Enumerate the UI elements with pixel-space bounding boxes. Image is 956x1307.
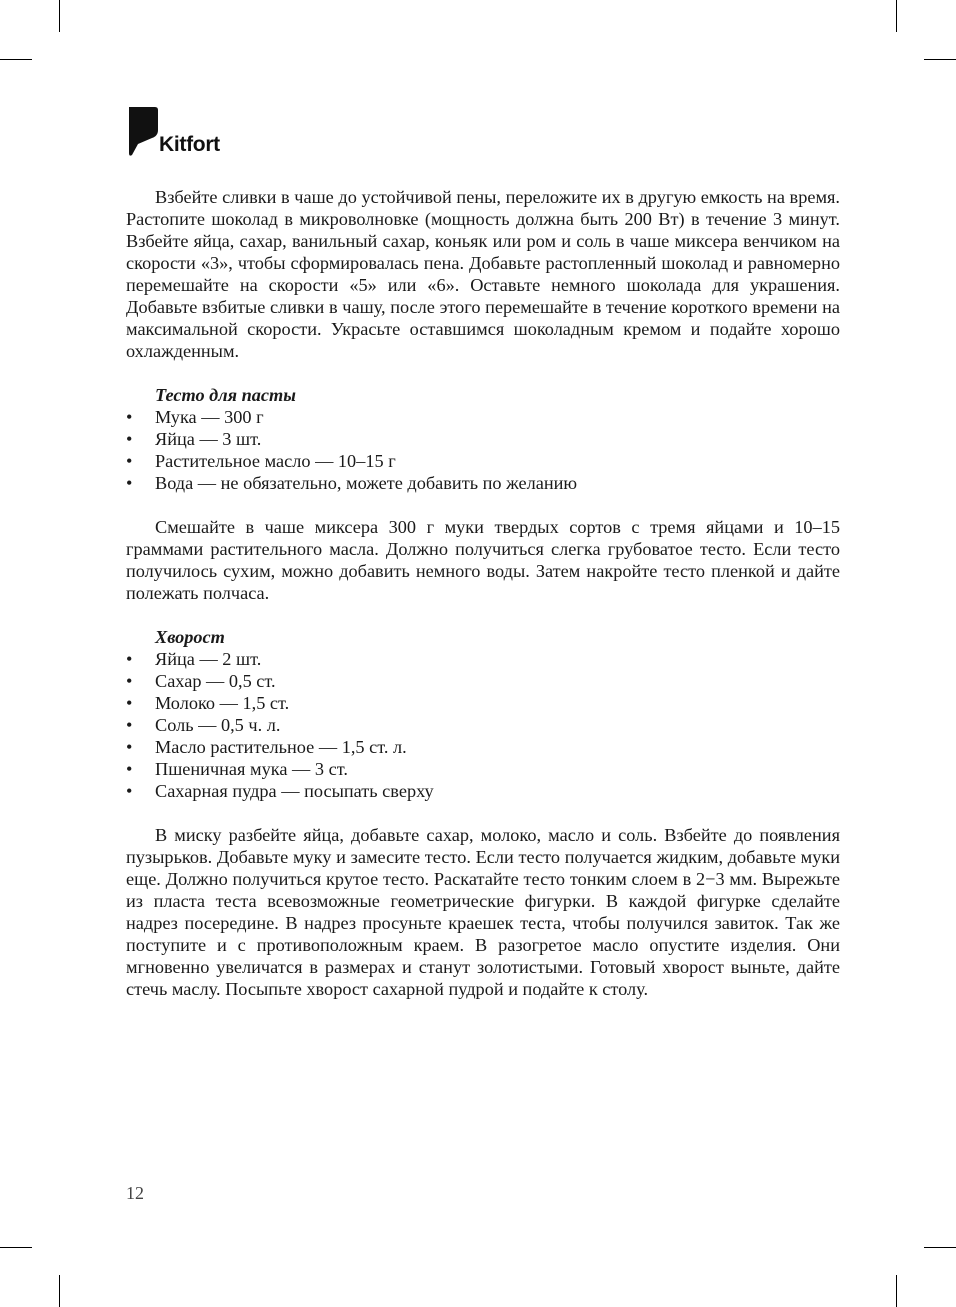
list-item: • Молоко — 1,5 ст. [126,692,840,714]
recipe-khvorost-ingredients [126,648,840,802]
recipe-pasta-ingredients [126,406,840,494]
crop-mark-bottom-right-horizontal [924,1247,956,1248]
crop-mark-top-right-vertical [896,0,897,32]
list-item: • Мука — 300 г [126,406,840,428]
list-item: • Соль — 0,5 ч. л. [126,714,840,736]
kitfort-logo-icon [126,107,158,157]
page-content [126,186,840,1000]
crop-mark-top-left-vertical [59,0,60,32]
crop-mark-bottom-left-horizontal [0,1247,32,1248]
list-item: • Яйца — 2 шт. [126,648,840,670]
brand-name: Kitfort [159,133,220,156]
list-item: • Сахарная пудра — посыпать сверху [126,780,840,802]
list-item: • Растительное масло — 10–15 г [126,450,840,472]
list-item: • Яйца — 3 шт. [126,428,840,450]
list-item: • Вода — не обязательно, можете добавить по желанию [126,472,840,494]
list-item: • Сахар — 0,5 ст. [126,670,840,692]
section1-text: Взбейте сливки в чаше до устойчивой пены, переложите их в другую емкость на время. Растопите шоколад в микроволновке (мощность должна быть 200 Вт) в течение 3 минут. Взбейте яйца, сахар, ванильный сахар, коньяк или ром и соль в чаше миксера венчиком на скорости «3», чтобы сформировалась пена. Добавьте растопленный шоколад и равномерно перемешайте на скорости «5» или «6». Оставьте немного шоколада для украшения. Добавьте взбитые сливки в чашу, после этого перемешайте в течение короткого времени на максимальной скорости. Украсьте оставшимся шоколадным кремом и подайте хорошо охлажденным. [126,187,840,361]
recipe-pasta-title: Тесто для пасты [155,385,296,405]
list-item: • Пшеничная мука — 3 ст. [126,758,840,780]
crop-mark-bottom-left-vertical [59,1275,60,1307]
page-number: 12 [126,1183,144,1203]
crop-mark-top-right-horizontal [924,59,956,60]
crop-mark-top-left-horizontal [0,59,32,60]
recipe-khvorost-text: В миску разбейте яйца, добавьте сахар, молоко, масло и соль. Взбейте до появления пузырьков. Добавьте муку и замесите тесто. Если тесто получается жидким, добавьте муки еще. Должно получиться крутое тесто. Раскатайте тесто тонким слоем в 2−3 мм. Вырежьте из пласта теста всевозможные геометрические фигурки. В каждой фигурке сделайте надрез посередине. В надрез просуньте краешек теста, чтобы получился завиток. Так же поступите и с противоположным краем. В разогретое масло опустите изделия. Они мгновенно увеличатся в размерах и станут золотистыми. Готовый хворост выньте, дайте стечь маслу. Посыпьте хворост сахарной пудрой и подайте к столу. [126,825,840,999]
recipe-khvorost-title: Хворост [155,627,225,647]
crop-mark-bottom-right-vertical [896,1275,897,1307]
list-item: • Масло растительное — 1,5 ст. л. [126,736,840,758]
brand-logo [126,107,220,157]
recipe-pasta-text: Смешайте в чаше миксера 300 г муки твердых сортов с тремя яйцами и 10–15 граммами растительного масла. Должно получиться слегка грубоватое тесто. Если тесто получилось сухим, можно добавить немного воды. Затем накройте тесто пленкой и дайте полежать полчаса. [126,517,840,603]
